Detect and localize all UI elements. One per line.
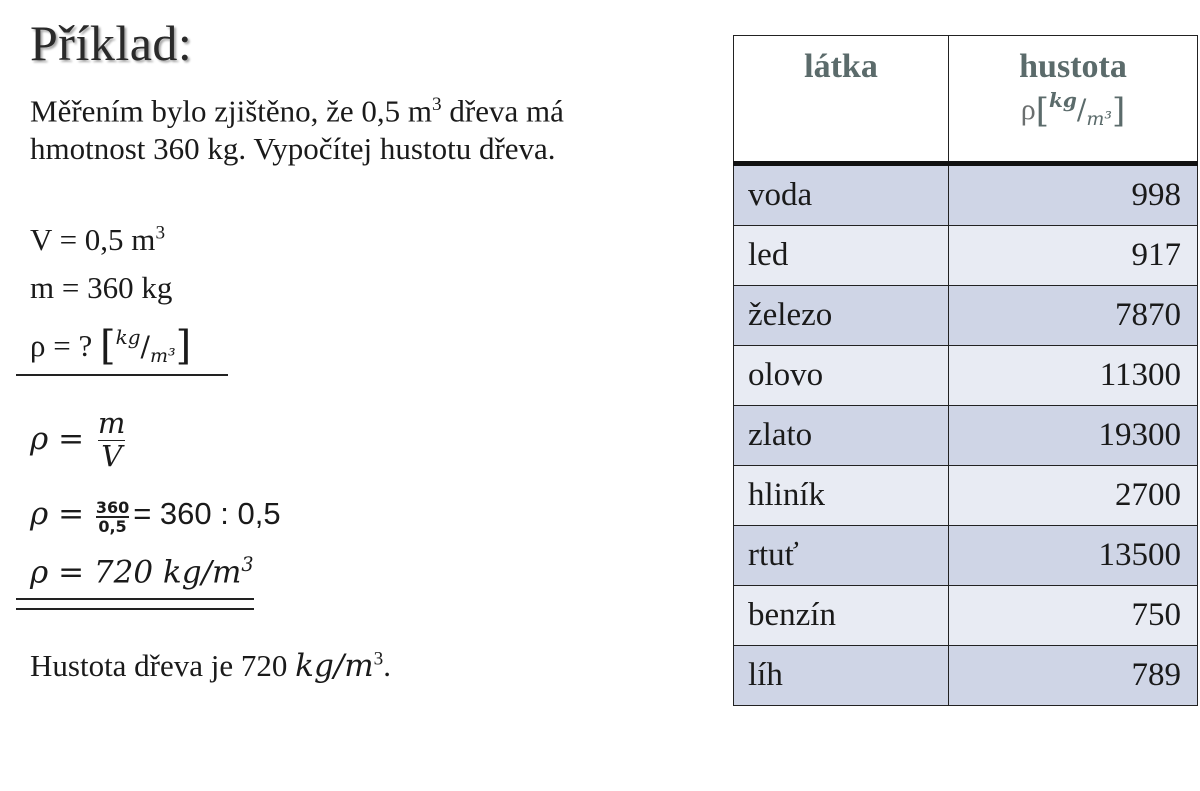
answer-end: . [383, 648, 391, 683]
table-row [734, 406, 1198, 466]
substitution-tail: = 360 : 0,5 [133, 496, 281, 531]
cell-density: 11300 [949, 346, 1198, 406]
header-unit-denominator: m³ [1086, 108, 1112, 130]
given-separator-line [16, 374, 228, 376]
table-row [734, 646, 1198, 706]
table-row [734, 346, 1198, 406]
table-row [734, 286, 1198, 346]
cell-substance: hliník [734, 466, 949, 526]
table-row [734, 226, 1198, 286]
table-row [734, 164, 1198, 226]
answer-text [30, 648, 391, 684]
cell-substance: benzín [734, 586, 949, 646]
answer-unit: kg/m [295, 648, 374, 684]
unit-numerator: kg [115, 325, 141, 349]
header-density-unit: $\rho[^{kg}/_{m^3}]$ [1020, 88, 1126, 131]
cell-density: 13500 [949, 526, 1198, 586]
table-row [734, 586, 1198, 646]
cell-substance: voda [734, 164, 949, 226]
cell-density: 789 [949, 646, 1198, 706]
formula-substitution [30, 496, 281, 535]
unit-denominator: m³ [149, 345, 176, 367]
task-line-2: hmotnost 360 kg. Vypočítej hustotu dřeva. [30, 131, 556, 167]
task-line-1-sup: 3 [432, 94, 442, 115]
header-substance: látka [734, 36, 949, 164]
table-row [734, 526, 1198, 586]
answer-sup: 3 [373, 648, 384, 670]
task-text [30, 86, 564, 168]
formula-numerator: m [97, 406, 126, 440]
substitution-fraction [96, 499, 129, 536]
cell-substance: líh [734, 646, 949, 706]
result-underline-2 [16, 608, 254, 610]
cell-substance: led [734, 226, 949, 286]
task-line-1 [30, 86, 564, 130]
substitution-rho: ρ = [30, 496, 85, 532]
unknown-rho-text: ρ = ? [30, 328, 100, 363]
given-volume-sup: 3 [155, 222, 166, 244]
given-volume [30, 222, 165, 258]
header-density-label: hustota [1019, 48, 1127, 85]
density-table [733, 35, 1198, 706]
cell-density: 917 [949, 226, 1198, 286]
density-symbol: ρ [1020, 93, 1036, 126]
result-sup: 3 [241, 553, 254, 576]
answer-text-main: Hustota dřeva je 720 [30, 648, 296, 683]
task-line-1-b: dřeva má [441, 93, 564, 129]
substitution-denominator: 0,5 [98, 516, 127, 536]
table-row [734, 466, 1198, 526]
result-text: ρ = 720 kg/m [30, 554, 242, 591]
cell-substance: rtuť [734, 526, 949, 586]
unit-fraction: [$^{kg}$/m³] [99, 323, 192, 369]
page-title: Příklad: [30, 15, 193, 71]
formula-fraction [98, 408, 126, 473]
cell-substance: železo [734, 286, 949, 346]
given-volume-text: V = 0,5 m [30, 222, 156, 257]
table-header-row [734, 36, 1198, 164]
cell-density: 19300 [949, 406, 1198, 466]
result-underline-1 [16, 598, 254, 600]
cell-substance: olovo [734, 346, 949, 406]
cell-substance: zlato [734, 406, 949, 466]
header-density [949, 36, 1198, 164]
cell-density: 750 [949, 586, 1198, 646]
formula-result [30, 553, 254, 590]
formula-density [30, 408, 129, 473]
formula-rho: ρ = [30, 421, 85, 458]
cell-density: 998 [949, 164, 1198, 226]
task-line-1-a: Měřením bylo zjištěno, že 0,5 m [30, 93, 433, 129]
formula-denominator: V [101, 439, 123, 474]
given-density-unknown [30, 320, 192, 369]
cell-density: 2700 [949, 466, 1198, 526]
header-unit-numerator: kg [1049, 88, 1077, 112]
substitution-numerator: 360 [95, 497, 130, 517]
given-mass: m = 360 kg [30, 270, 173, 305]
cell-density: 7870 [949, 286, 1198, 346]
